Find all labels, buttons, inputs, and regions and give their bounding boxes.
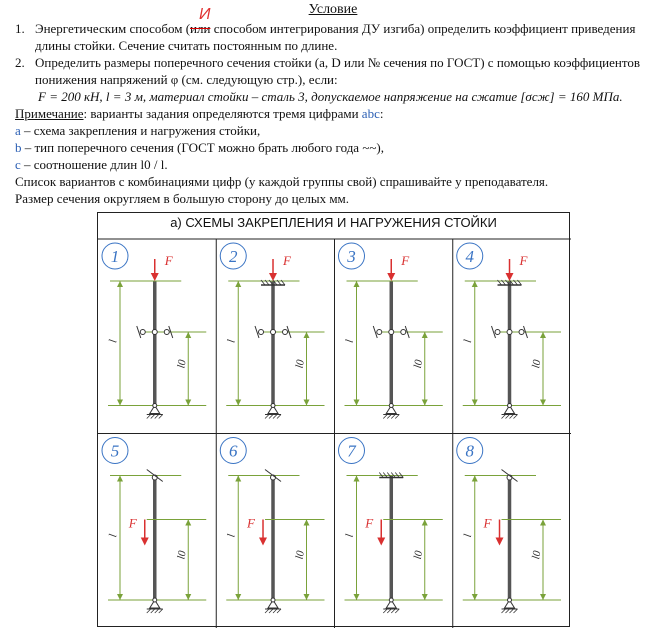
force-arrow-icon xyxy=(377,538,385,546)
figure-title: а) СХЕМЫ ЗАКРЕПЛЕНИЯ И НАГРУЖЕНИЯ СТОЙКИ xyxy=(170,215,497,230)
dimension-l0-arrow xyxy=(185,400,191,406)
dimension-l-label: l xyxy=(461,338,475,344)
variant-c-text: – соотношение длин l0 / l. xyxy=(20,157,168,172)
roller-icon xyxy=(271,330,276,335)
scheme-5 xyxy=(102,438,206,614)
scheme-number: 1 xyxy=(110,247,120,266)
scheme-8 xyxy=(457,438,561,614)
dimension-l0-arrow xyxy=(304,594,310,600)
dimension-l-arrow xyxy=(117,400,123,406)
dimension-l0-arrow xyxy=(304,520,310,526)
support-hatch xyxy=(506,609,510,613)
item2-line1 xyxy=(15,54,641,71)
support-hatch xyxy=(159,609,163,613)
dimension-l-arrow xyxy=(472,400,478,406)
pin-joint xyxy=(271,404,275,408)
scheme-number: 6 xyxy=(229,441,238,461)
item2-text: Определить размеры поперечного сечения стойки (a, D или № сечения по ГОСТ) с помощью коэффициентов xyxy=(35,55,641,70)
variant-b-text: – тип поперечного сечения (ГОСТ можно брать любого года ~~), xyxy=(21,140,384,155)
dimension-l-arrow xyxy=(117,281,123,287)
dimension-l0-arrow xyxy=(540,400,546,406)
support-hatch xyxy=(147,415,151,419)
scheme-number: 2 xyxy=(229,247,238,266)
schemes-drawing xyxy=(98,213,571,628)
roller-icon xyxy=(377,330,382,335)
scheme-6 xyxy=(220,438,324,614)
roller-icon xyxy=(519,330,524,335)
support-hatch xyxy=(506,415,510,419)
support-hatch xyxy=(151,609,155,613)
scheme-4 xyxy=(457,243,561,419)
pin-joint xyxy=(153,404,157,408)
variant-a-text: – схема закрепления и нагружения стойки, xyxy=(20,123,261,138)
dimension-l-label: l xyxy=(343,338,356,344)
force-label: F xyxy=(164,253,173,268)
item1-line1 xyxy=(15,20,636,37)
dimension-l-label: l xyxy=(343,533,356,539)
force-arrow-icon xyxy=(506,273,514,281)
dimension-l0-arrow xyxy=(422,400,428,406)
variant-a-letter: a xyxy=(15,123,21,138)
scheme-number: 7 xyxy=(347,441,356,461)
scheme-number: 3 xyxy=(347,247,356,266)
dimension-l0-label: l0 xyxy=(293,549,307,561)
correction-mark: И xyxy=(199,6,211,23)
dimension-l0-arrow xyxy=(422,594,428,600)
support-hatch xyxy=(395,415,399,419)
force-label: F xyxy=(283,253,291,268)
dimension-l-arrow xyxy=(235,594,241,600)
force-arrow-icon xyxy=(496,538,504,546)
support-hatch xyxy=(510,609,514,613)
pin-joint xyxy=(271,598,275,602)
variant-c-letter: c xyxy=(15,157,21,172)
variant-a xyxy=(15,122,260,139)
dimension-l-label: l xyxy=(225,533,238,539)
dimension-l0-arrow xyxy=(422,332,428,338)
support-hatch xyxy=(273,609,277,613)
scheme-number: 5 xyxy=(110,441,120,461)
force-arrow-icon xyxy=(141,538,149,546)
dimension-l-arrow xyxy=(354,476,360,482)
scheme-7 xyxy=(339,438,443,614)
dimension-l-arrow xyxy=(117,476,123,482)
pin-joint xyxy=(508,404,512,408)
support-hatch xyxy=(155,415,159,419)
support-hatch xyxy=(277,609,281,613)
extra-line-1: Список вариантов с комбинациями цифр (у каждой группы свой) спрашивайте у преподавателя. xyxy=(15,174,549,189)
scheme-number: 4 xyxy=(465,247,474,266)
dimension-l0-arrow xyxy=(540,594,546,600)
dimension-l0-label: l0 xyxy=(530,358,544,370)
support-hatch xyxy=(391,415,395,419)
force-label: F xyxy=(483,515,492,531)
roller-icon xyxy=(152,330,157,335)
dimension-l0-label: l0 xyxy=(175,358,189,370)
variant-b-letter: b xyxy=(15,140,22,155)
force-arrow-icon xyxy=(151,273,159,281)
force-label: F xyxy=(401,253,410,268)
support-hatch xyxy=(155,609,159,613)
support-hatch xyxy=(510,415,514,419)
support-hatch xyxy=(502,415,506,419)
dimension-l-arrow xyxy=(117,594,123,600)
item1-line2: длины стойки. Сечение считать постоянным по длине. xyxy=(35,38,338,53)
dimension-l0-arrow xyxy=(540,332,546,338)
support-hatch xyxy=(514,415,518,419)
pin-joint xyxy=(389,598,393,602)
support-hatch xyxy=(277,415,281,419)
dimension-l-arrow xyxy=(354,594,360,600)
roller-icon xyxy=(259,330,264,335)
dimension-l-arrow xyxy=(472,281,478,287)
dimension-l-arrow xyxy=(354,400,360,406)
roller-icon xyxy=(507,330,512,335)
support-hatch xyxy=(383,415,387,419)
dimension-l-label: l xyxy=(461,533,475,539)
support-hatch xyxy=(273,415,277,419)
variant-c xyxy=(15,156,168,173)
dimension-l0-arrow xyxy=(422,520,428,526)
support-hatch xyxy=(265,609,269,613)
dimension-l0-arrow xyxy=(304,400,310,406)
roller-icon xyxy=(495,330,500,335)
note-label: Примечание xyxy=(15,106,84,121)
force-label: F xyxy=(128,515,137,531)
pin-joint xyxy=(389,404,393,408)
scheme-2 xyxy=(220,243,324,419)
support-hatch xyxy=(265,415,269,419)
dimension-l0-label: l0 xyxy=(175,549,189,561)
dimension-l-arrow xyxy=(472,476,478,482)
force-label: F xyxy=(247,515,255,531)
dimension-l0-arrow xyxy=(185,332,191,338)
dimension-l-arrow xyxy=(235,400,241,406)
support-hatch xyxy=(159,415,163,419)
scheme-number: 8 xyxy=(465,441,474,461)
note-end: : xyxy=(379,106,384,121)
note-line xyxy=(15,105,383,122)
support-hatch xyxy=(502,609,506,613)
force-label: F xyxy=(365,515,374,531)
force-arrow-icon xyxy=(387,273,395,281)
note-text: : варианты задания определяются тремя цифрами xyxy=(83,106,362,121)
heading: Условие xyxy=(308,2,358,17)
roller-icon xyxy=(401,330,406,335)
support-hatch xyxy=(151,415,155,419)
support-hatch xyxy=(269,415,273,419)
variant-b xyxy=(15,139,384,156)
dimension-l0-arrow xyxy=(540,520,546,526)
roller-icon xyxy=(283,330,288,335)
item2-number: 2. xyxy=(15,55,25,70)
dimension-l-arrow xyxy=(354,281,360,287)
dimension-l0-label: l0 xyxy=(411,549,426,561)
support-hatch xyxy=(269,609,273,613)
pin-joint xyxy=(508,598,512,602)
roller-icon xyxy=(140,330,145,335)
dimension-l-arrow xyxy=(472,594,478,600)
dimension-l-label: l xyxy=(107,533,120,539)
roller-icon xyxy=(389,330,394,335)
dimension-l0-label: l0 xyxy=(530,549,544,561)
extra-line-2: Размер сечения округляем в большую сторону до целых мм. xyxy=(15,191,350,206)
item2-line3: F = 200 кН, l = 3 м, материал стойки – сталь 3, допускаемое напряжение на сжатие [σсж] = 160 МПа. xyxy=(38,89,623,104)
support-hatch xyxy=(383,609,387,613)
force-label: F xyxy=(519,253,528,268)
support-hatch xyxy=(147,609,151,613)
item1-number: 1. xyxy=(15,21,25,36)
dimension-l-label: l xyxy=(107,338,120,344)
force-arrow-icon xyxy=(259,538,267,546)
force-arrow-icon xyxy=(269,273,277,281)
support-hatch xyxy=(387,609,391,613)
item1-text-b: способом интегрирования ДУ изгиба) определить коэффициент приведения xyxy=(210,21,636,36)
scheme-3 xyxy=(339,243,443,419)
dimension-l-arrow xyxy=(235,476,241,482)
scheme-1 xyxy=(102,243,206,419)
support-hatch xyxy=(395,609,399,613)
item1-struck-word: или xyxy=(190,21,211,36)
pin-joint xyxy=(153,598,157,602)
dimension-l0-arrow xyxy=(304,332,310,338)
item2-line2: понижения напряжений φ (см. следующую стр.), если: xyxy=(35,72,338,87)
support-hatch xyxy=(387,415,391,419)
roller-icon xyxy=(164,330,169,335)
dimension-l0-arrow xyxy=(185,520,191,526)
support-hatch xyxy=(391,609,395,613)
dimension-l0-label: l0 xyxy=(411,358,426,370)
dimension-l-arrow xyxy=(235,281,241,287)
item1-text-a: Энергетическим способом ( xyxy=(35,21,191,36)
schemes-figure xyxy=(97,212,570,627)
note-abc: abc xyxy=(361,106,380,121)
dimension-l0-arrow xyxy=(185,594,191,600)
dimension-l-label: l xyxy=(225,338,238,344)
dimension-l0-label: l0 xyxy=(293,358,307,370)
support-hatch xyxy=(514,609,518,613)
